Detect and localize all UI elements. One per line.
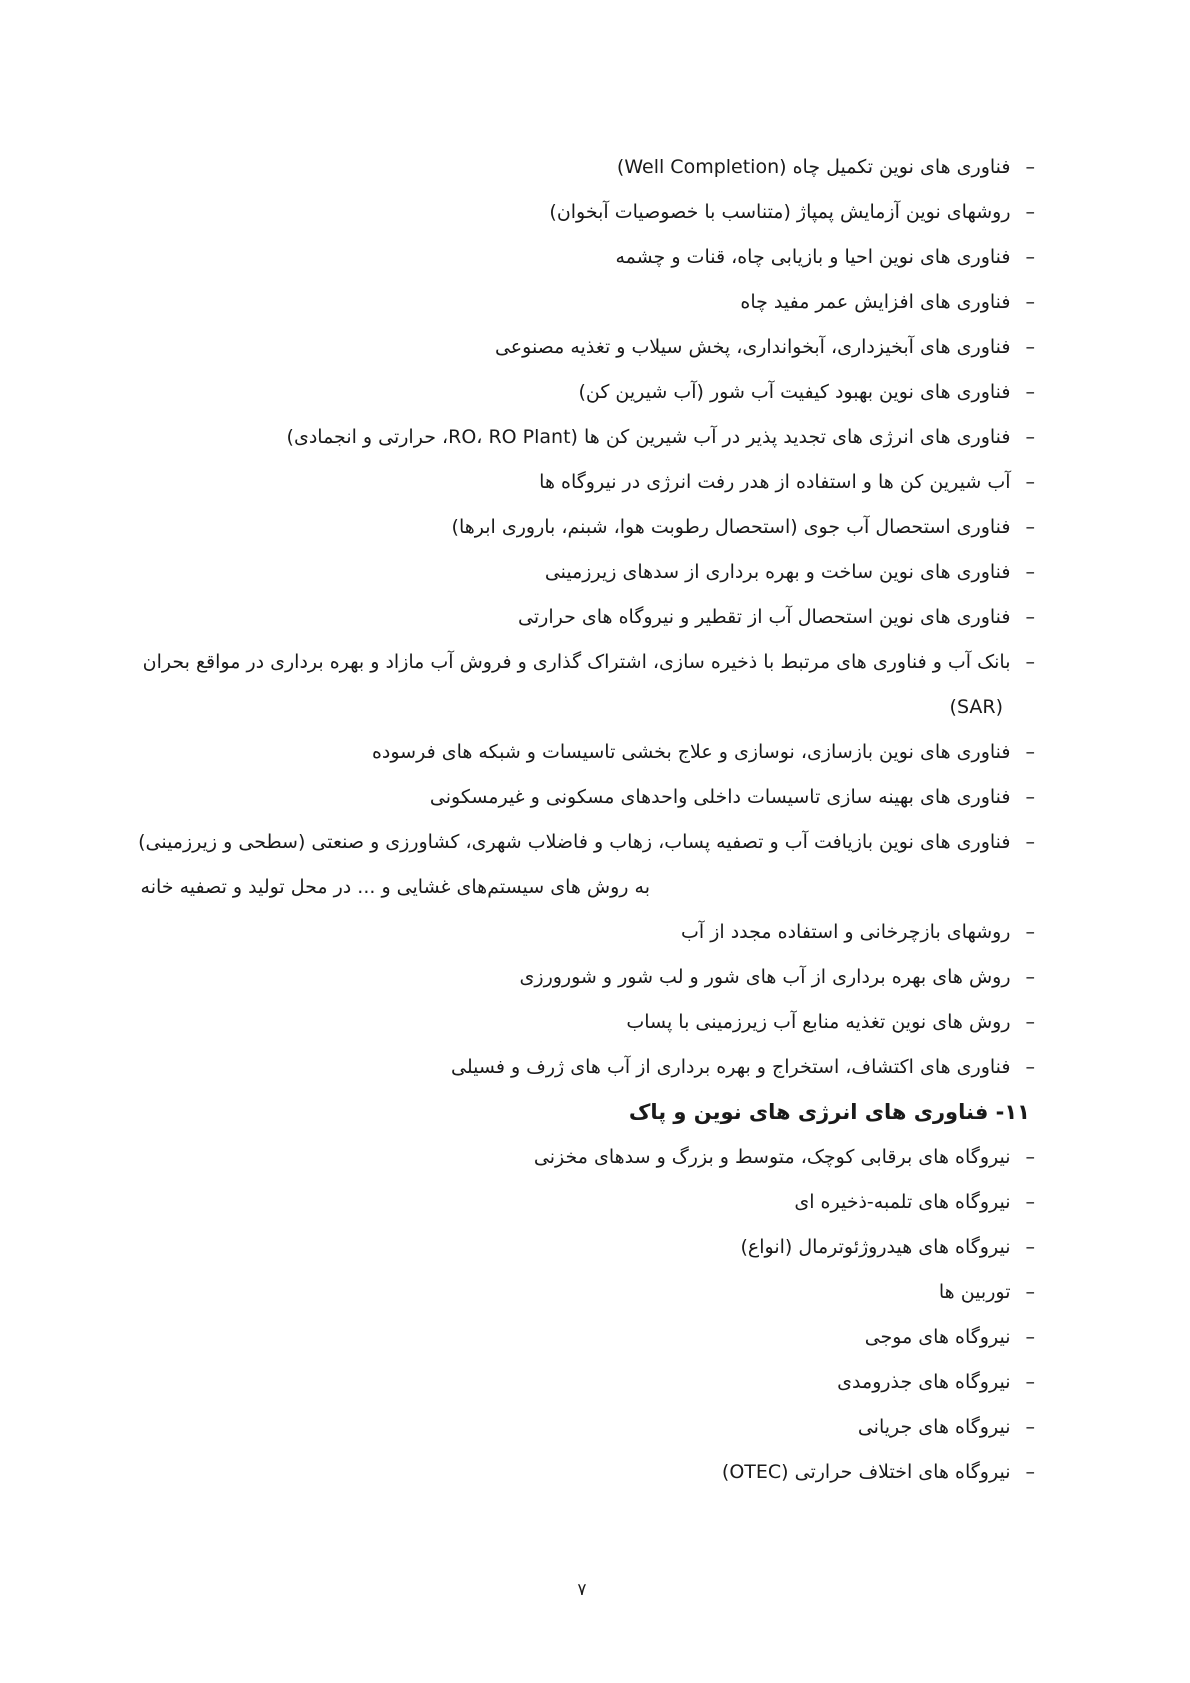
list-item xyxy=(0,505,1035,550)
bullet-dash: – xyxy=(1025,966,1035,988)
list-item xyxy=(0,1270,1035,1315)
list-item xyxy=(0,190,1035,235)
list-item xyxy=(0,595,1035,640)
bullet-dash: – xyxy=(1025,1326,1035,1348)
section-heading-11: ۱۱- فناوری های انرژی های نوین و پاک xyxy=(628,1100,1030,1124)
bullet-dash: – xyxy=(1025,471,1035,493)
list-item xyxy=(0,1450,1035,1495)
bullet-dash: – xyxy=(1025,291,1035,313)
list-item xyxy=(0,1315,1035,1360)
bullet-dash: – xyxy=(1025,741,1035,763)
bullet-dash: – xyxy=(1025,156,1035,178)
bullet-dash: – xyxy=(1025,381,1035,403)
list-item xyxy=(0,235,1035,280)
bullet-dash: – xyxy=(1025,831,1035,853)
list-item xyxy=(0,1360,1035,1405)
list-item xyxy=(0,1045,1035,1090)
list-item xyxy=(0,145,1035,190)
bullet-dash: – xyxy=(1025,516,1035,538)
list-item-text: به روش های سیستم‌های غشایی و ... در محل تولید و تصفیه خانه xyxy=(140,876,650,898)
list-item-text: نیروگاه های هیدروژئوترمال (انواع) xyxy=(740,1236,1011,1258)
list-item-text: نیروگاه های اختلاف حرارتی (OTEC) xyxy=(721,1461,1011,1483)
list-item xyxy=(0,325,1035,370)
list-item-text: (SAR) xyxy=(949,696,1003,718)
list-item-text: فناوری های آبخیزداری، آبخوانداری، پخش سیلاب و تغذیه مصنوعی xyxy=(494,336,1011,358)
list-item xyxy=(0,1405,1035,1450)
list-item-text: فناوری های نوین تکمیل چاه (Well Completion) xyxy=(616,156,1011,178)
list-item xyxy=(0,955,1035,1000)
bullet-dash: – xyxy=(1025,921,1035,943)
bullet-dash: – xyxy=(1025,1011,1035,1033)
list-item-text: روش های بهره برداری از آب های شور و لب شور و شورورزی xyxy=(519,966,1011,988)
list-item-text: روشهای نوین آزمایش پمپاژ (متناسب با خصوصیات آبخوان) xyxy=(549,201,1011,223)
document-body xyxy=(0,145,1035,1495)
list-item-text: نیروگاه های برقابی کوچک، متوسط و بزرگ و سدهای مخزنی xyxy=(533,1146,1011,1168)
list-item-text: فناوری های افزایش عمر مفید چاه xyxy=(740,291,1011,313)
bullet-dash: – xyxy=(1025,336,1035,358)
list-item xyxy=(0,820,1035,865)
list-item-text: نیروگاه های موجی xyxy=(864,1326,1011,1348)
bullet-dash: – xyxy=(1025,201,1035,223)
list-item xyxy=(0,280,1035,325)
bullet-dash: – xyxy=(1025,1461,1035,1483)
list-item-text: فناوری های اکتشاف، استخراج و بهره برداری از آب های ژرف و فسیلی xyxy=(451,1056,1011,1078)
bullet-dash: – xyxy=(1025,651,1035,673)
bullet-dash: – xyxy=(1025,1416,1035,1438)
list-item-text: فناوری های نوین بازسازی، نوسازی و علاج بخشی تاسیسات و شبکه های فرسوده xyxy=(371,741,1011,763)
list-item xyxy=(0,1180,1035,1225)
list-item-text: فناوری های نوین ساخت و بهره برداری از سدهای زیرزمینی xyxy=(544,561,1011,583)
bullet-dash: – xyxy=(1025,246,1035,268)
list-item-text: نیروگاه های جذرومدی xyxy=(837,1371,1011,1393)
list-item xyxy=(0,1135,1035,1180)
bullet-dash: – xyxy=(1025,1146,1035,1168)
list-item-text: نیروگاه های جریانی xyxy=(857,1416,1011,1438)
list-item-text: روش های نوین تغذیه منابع آب زیرزمینی با پساب xyxy=(626,1011,1011,1033)
bullet-dash: – xyxy=(1025,786,1035,808)
list-item-text: آب شیرین کن ها و استفاده از هدر رفت انرژی در نیروگاه ها xyxy=(539,471,1011,493)
list-item-text: فناوری های نوین بهبود کیفیت آب شور (آب شیرین کن) xyxy=(578,381,1011,403)
bullet-dash: – xyxy=(1025,1191,1035,1213)
list-item-text: فناوری های نوین استحصال آب از تقطیر و نیروگاه های حرارتی xyxy=(518,606,1011,628)
bullet-dash: – xyxy=(1025,1056,1035,1078)
list-item xyxy=(0,640,1035,685)
list-item xyxy=(0,415,1035,460)
list-item-continuation xyxy=(0,865,1035,910)
list-item xyxy=(0,460,1035,505)
list-item xyxy=(0,1225,1035,1270)
list-item xyxy=(0,775,1035,820)
bullet-dash: – xyxy=(1025,426,1035,448)
list-item xyxy=(0,1000,1035,1045)
list-item-text: فناوری های نوین احیا و بازیابی چاه، قنات و چشمه xyxy=(615,246,1011,268)
list-item xyxy=(0,370,1035,415)
list-item-text: فناوری های نوین بازیافت آب و تصفیه پساب، زهاب و فاضلاب شهری، کشاورزی و صنعتی (سطحی و زیرزمینی) xyxy=(138,831,1011,853)
page-number: ۷ xyxy=(577,1580,587,1600)
list-item xyxy=(0,550,1035,595)
bullet-dash: – xyxy=(1025,1371,1035,1393)
bullet-dash: – xyxy=(1025,1281,1035,1303)
list-item-text: نیروگاه های تلمبه-ذخیره ای xyxy=(794,1191,1011,1213)
bullet-dash: – xyxy=(1025,606,1035,628)
list-item xyxy=(0,910,1035,955)
list-item-text: روشهای بازچرخانی و استفاده مجدد از آب xyxy=(681,921,1011,943)
list-item-text: بانک آب و فناوری های مرتبط با ذخیره سازی، اشتراک گذاری و فروش آب مازاد و بهره برداری در مواقع بحران xyxy=(142,651,1011,673)
list-item-text: فناوری های انرژی های تجدید پذیر در آب شیرین کن ها (RO، RO Plant، حرارتی و انجمادی) xyxy=(286,426,1011,448)
list-item xyxy=(0,730,1035,775)
list-item-text: توربین ها xyxy=(938,1281,1011,1303)
list-item-continuation xyxy=(0,685,1035,730)
bullet-dash: – xyxy=(1025,1236,1035,1258)
list-item-text: فناوری استحصال آب جوی (استحصال رطوبت هوا، شبنم، باروری ابرها) xyxy=(451,516,1011,538)
bullet-dash: – xyxy=(1025,561,1035,583)
list-item-text: فناوری های بهینه سازی تاسیسات داخلی واحدهای مسکونی و غیرمسکونی xyxy=(429,786,1011,808)
